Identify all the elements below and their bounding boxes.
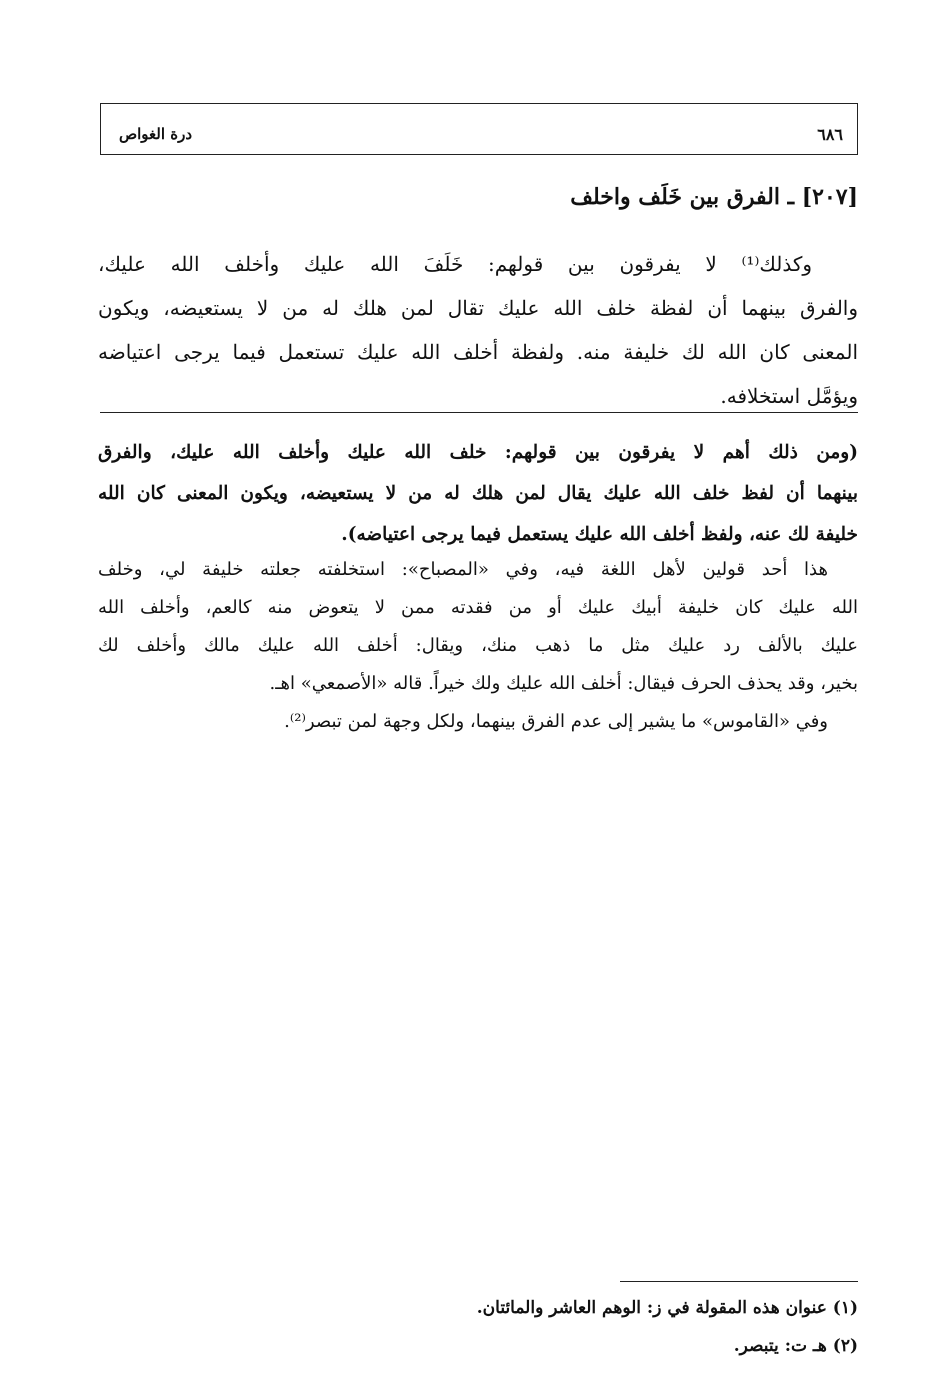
text-line: وفي «القاموس» ما يشير إلى عدم الفرق بينهما، ولكل وجهة لمن تبصر⁽²⁾. [284,711,828,732]
book-title: درة الغواص [119,125,193,143]
text-line: (ومن ذلك أهم لا يفرقون بين قولهم: خلف الله عليك وأخلف الله عليك، والفرق [98,442,858,463]
notes-paragraph [98,551,858,741]
text-line: وكذلك⁽¹⁾ لا يفرقون بين قولهم: خَلَفَ الله عليك وأخلف الله عليك، [98,252,812,276]
footnote-1: (١) عنوان هذه المقولة في ز: الوهم العاشر والمائتان. [476,1298,858,1318]
text-line: عليك بالألف رد عليك مثل ما ذهب منك، ويقال: أخلف الله عليك مالك وأخلف لك [98,635,858,656]
text-line: بينهما أن لفظ خلف الله عليك يقال لمن هلك له من لا يستعيضه، ويكون المعنى كان الله [98,483,858,504]
section-heading: [٢٠٧] ـ الفرق بين خَلَف واخلف [570,184,858,210]
text-line: ويؤمَّل استخلافه. [720,384,858,408]
main-paragraph [98,242,858,418]
text-line: هذا أحد قولين لأهل اللغة فيه، وفي «المصباح»: استخلفته جعلته خليفة لي، وخلف [98,559,828,580]
text-line: خليفة لك عنه، ولفظ أخلف الله عليك يستعمل فيما يرجى اعتياضه). [341,524,858,545]
text-line: المعنى كان الله لك خليفة منه. ولفظة أخلف الله عليك تستعمل فيما يرجى اعتياضه [98,340,858,364]
page-number: ٦٨٦ [817,125,843,144]
divider-rule [100,412,858,413]
text-line: الله عليك كان خليفة أبيك عليك أو من فقدته ممن لا يتعوض منه كالعم، وأخلف الله [98,597,858,618]
commentary-paragraph [98,432,858,555]
footnote-rule [620,1281,858,1282]
text-line: والفرق بينهما أن لفظة خلف الله عليك تقال لمن هلك له من لا يستعيضه، ويكون [98,296,858,320]
text-line: بخير، وقد يحذف الحرف فيقال: أخلف الله عليك ولك خيراً. قاله «الأصمعي» اهـ. [269,673,858,694]
running-header [100,103,858,155]
footnote-2: (٢) هـ ت: يتبصر. [733,1336,858,1356]
